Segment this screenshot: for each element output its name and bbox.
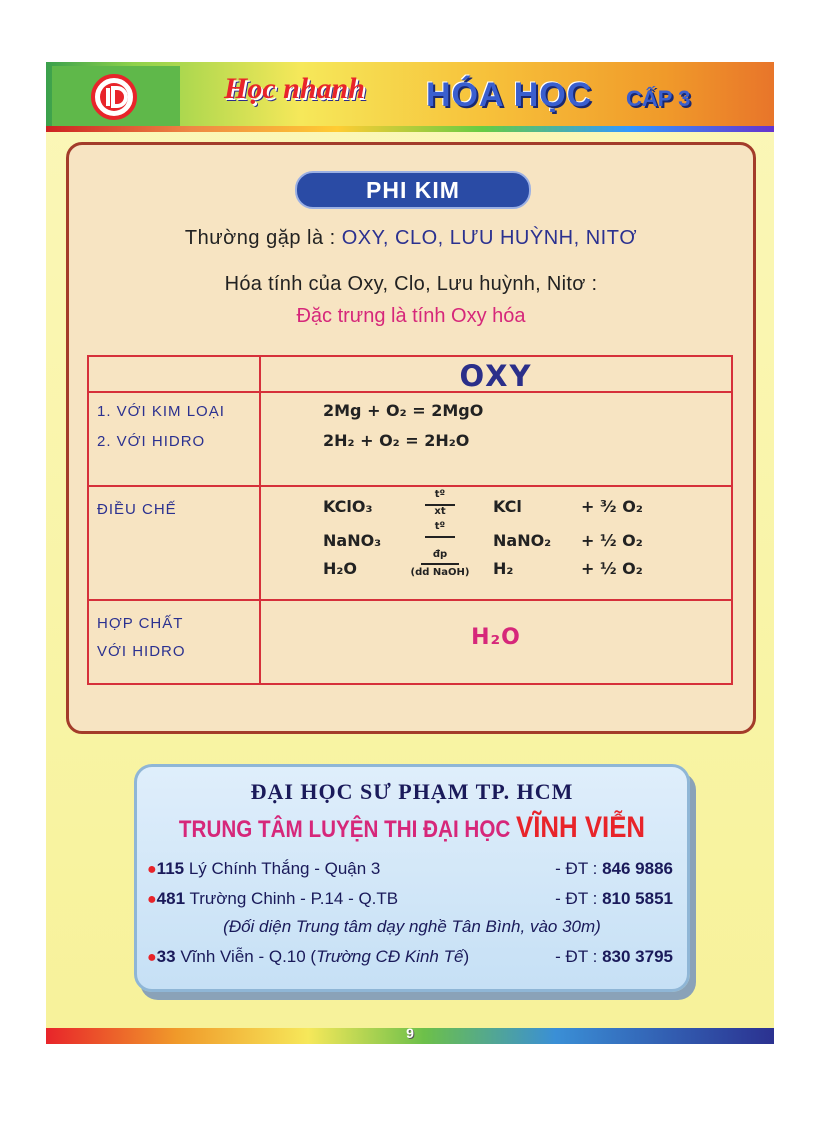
- common-elements: [69, 227, 753, 250]
- university-name: ĐẠI HỌC SƯ PHẠM TP. HCM: [250, 779, 574, 804]
- prep-condition-top: tº: [434, 489, 446, 500]
- prep-reactant: H₂O: [323, 559, 357, 578]
- address-phone: - ĐT : 830 3795: [555, 947, 673, 966]
- common-list: OXY, CLO, LƯU HUỲNH, NITƠ: [341, 227, 638, 249]
- logo-icon: [88, 74, 140, 120]
- center-name: [176, 811, 649, 845]
- prep-product: H₂: [493, 559, 514, 578]
- prep-condition-top: tº: [434, 521, 446, 532]
- prep-reactant: NaNO₃: [323, 531, 382, 550]
- address-phone: - ĐT : 846 9886: [555, 859, 673, 878]
- oxygen-table: [87, 355, 733, 685]
- footer-bar: [46, 1025, 774, 1044]
- reaction-h2: 2H₂ + O₂ = 2H₂O: [323, 431, 470, 450]
- center-info-box: [134, 764, 690, 992]
- characteristic: Đặc trưng là tính Oxy hóa: [296, 305, 526, 327]
- properties-heading: Hóa tính của Oxy, Clo, Lưu huỳnh, Nitơ :: [224, 273, 598, 295]
- prep-reactant: KClO₃: [323, 497, 373, 516]
- compound-formula: H₂O: [471, 625, 521, 650]
- page: [46, 62, 774, 1044]
- prep-condition-bottom: (dd NaOH): [410, 567, 470, 578]
- address-note: (Đối diện Trung tâm dạy nghề Tân Bình, vào 30m): [223, 917, 601, 936]
- brand-italic: Học nhanh: [224, 72, 365, 105]
- prep-oxygen: + ½ O₂: [581, 559, 643, 578]
- table-header: OXY: [459, 359, 533, 393]
- row-label-preparation: ĐIỀU CHẾ: [97, 501, 177, 518]
- row-label-hydrogen: 2. VỚI HIDRO: [97, 433, 206, 450]
- logo-area: [52, 66, 180, 126]
- address-row: ●481 Trường Chinh - P.14 - Q.TB: [147, 889, 399, 908]
- header-banner: [46, 62, 774, 132]
- prep-condition-bottom: xt: [434, 506, 446, 517]
- reaction-mg: 2Mg + O₂ = 2MgO: [323, 401, 484, 420]
- row-label-compound-1: HỢP CHẤT: [97, 615, 184, 632]
- address-row: ●33 Vĩnh Viễn - Q.10 (Trường CĐ Kinh Tế): [147, 947, 470, 966]
- prep-condition-top: đp: [432, 549, 448, 560]
- prep-oxygen: + ½ O₂: [581, 531, 643, 550]
- page-number: 9: [406, 1025, 414, 1041]
- row-label-metal: 1. VỚI KIM LOẠI: [97, 403, 225, 420]
- section-title: PHI KIM: [295, 171, 531, 209]
- prep-product: NaNO₂: [493, 531, 552, 550]
- brand-title: HÓA HỌC: [426, 76, 593, 114]
- address-row: ●115 Lý Chính Thắng - Quận 3: [147, 859, 381, 878]
- row-label-compound-2: VỚI HIDRO: [97, 643, 186, 660]
- prep-product: KCl: [493, 497, 522, 516]
- address-phone: - ĐT : 810 5851: [555, 889, 673, 908]
- prep-oxygen: + ³⁄₂ O₂: [581, 497, 643, 516]
- center-brand: VĨNH VIỄN: [516, 811, 646, 844]
- content-panel: [66, 142, 756, 734]
- brand-level: CẤP 3: [626, 86, 691, 111]
- common-prefix: Thường gặp là :: [184, 227, 336, 249]
- center-label: TRUNG TÂM LUYỆN THI ĐẠI HỌC: [178, 816, 511, 843]
